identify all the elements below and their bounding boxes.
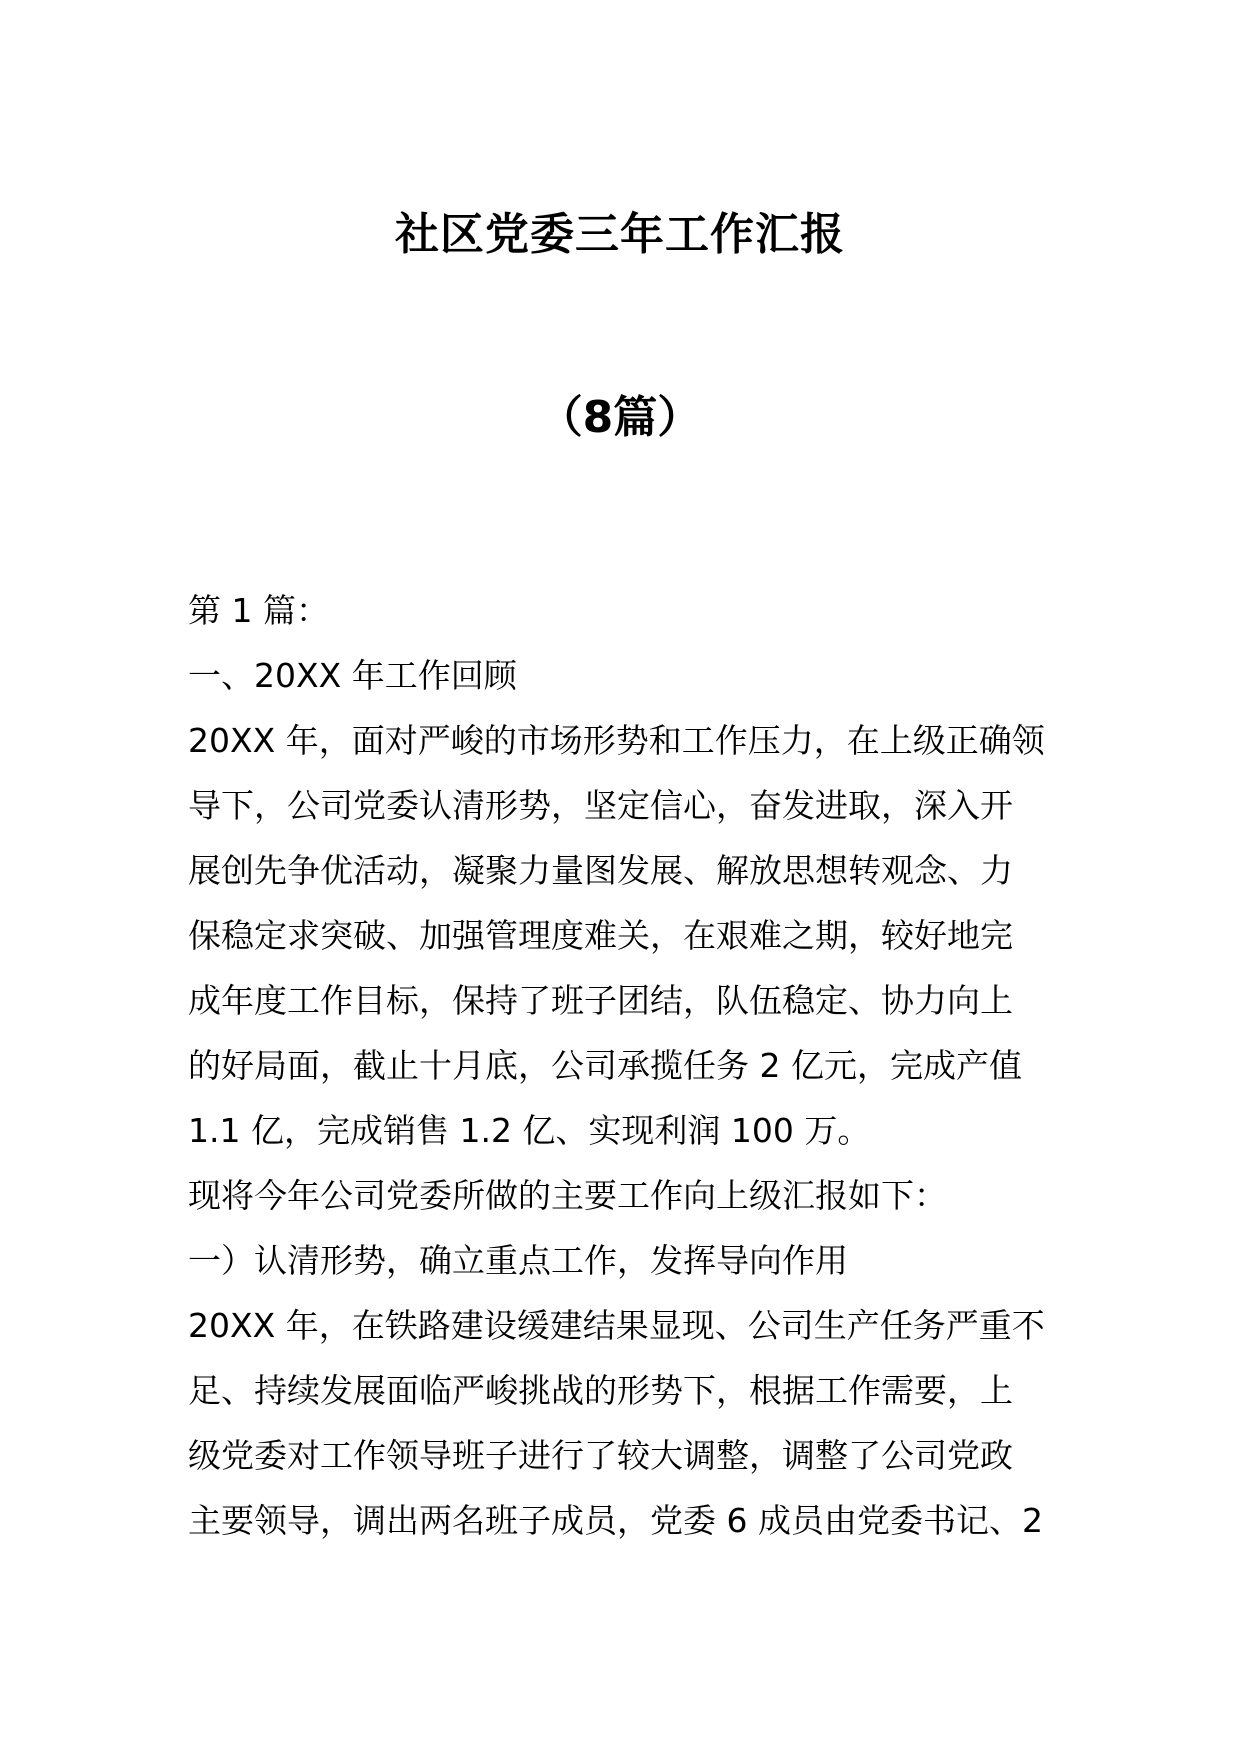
subsection-heading: 一、20XX 年工作回顾	[188, 656, 517, 695]
paragraph-line: 的好局面，截止十月底，公司承揽任务 2 亿元，完成产值	[188, 1046, 1022, 1085]
document-body	[188, 578, 1058, 1553]
paragraph-line: 级党委对工作领导班子进行了较大调整，调整了公司党政	[188, 1436, 1013, 1475]
paragraph-line: 现将今年公司党委所做的主要工作向上级汇报如下：	[188, 1176, 947, 1215]
paragraph-line: 成年度工作目标，保持了班子团结，队伍稳定、协力向上	[188, 981, 1013, 1020]
paragraph-line: 展创先争优活动，凝聚力量图发展、解放思想转观念、力	[188, 851, 1013, 890]
paragraph-line: 主要领导，调出两名班子成员，党委 6 成员由党委书记、2	[188, 1501, 1043, 1540]
section-heading: 第 1 篇：	[188, 591, 329, 630]
paragraph-line: 导下，公司党委认清形势，坚定信心，奋发进取，深入开	[188, 786, 1013, 825]
paragraph-line: 1.1 亿，完成销售 1.2 亿、实现利润 100 万。	[188, 1111, 871, 1150]
paragraph-line: 20XX 年，面对严峻的市场形势和工作压力，在上级正确领	[188, 721, 1045, 760]
subsection-heading: 一）认清形势，确立重点工作，发挥导向作用	[188, 1241, 848, 1280]
paragraph-line: 足、持续发展面临严峻挑战的形势下，根据工作需要，上	[188, 1371, 1013, 1410]
paragraph-line: 保稳定求突破、加强管理度难关，在艰难之期，较好地完	[188, 916, 1013, 955]
document-title: 社区党委三年工作汇报	[395, 209, 845, 260]
document-subtitle: （8篇）	[538, 392, 702, 443]
paragraph-line: 20XX 年，在铁路建设缓建结果显现、公司生产任务严重不	[188, 1306, 1045, 1345]
